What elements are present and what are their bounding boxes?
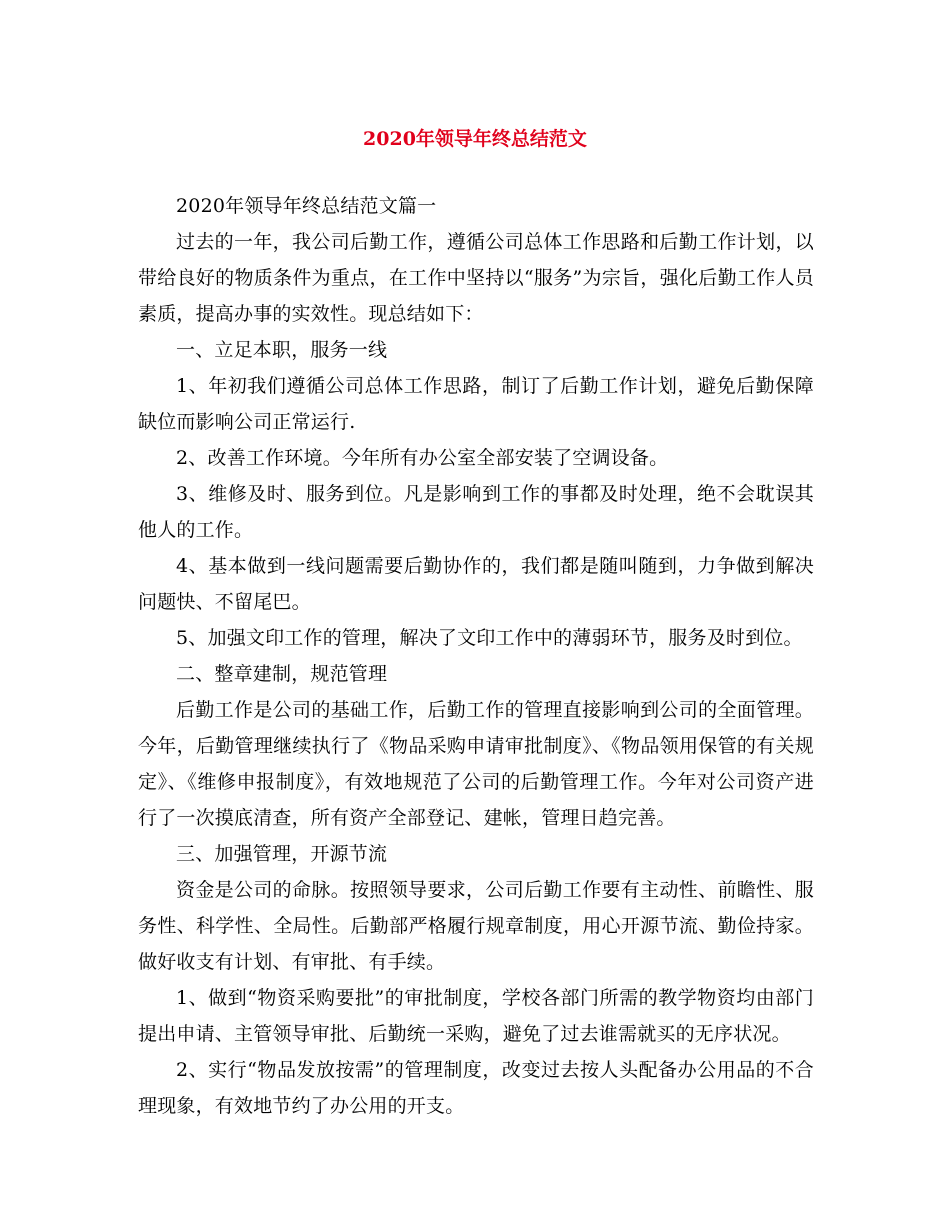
list-item-6: 1、做到“物资采购要批”的审批制度，学校各部门所需的教学物资均由部门提出申请、主管领导审批、后勤统一采购，避免了过去谁需就买的无序状况。 (138, 987, 814, 1045)
section-heading-3: 三、加强管理，开源节流 (176, 843, 388, 865)
intro-paragraph: 过去的一年，我公司后勤工作，遵循公司总体工作思路和后勤工作计划，以带给良好的物质条件为重点，在工作中坚持以“服务”为宗旨，强化后勤工作人员素质，提高办事的实效性。现总结如下： (138, 231, 814, 325)
list-item-2: 2、改善工作环境。今年所有办公室全部安装了空调设备。 (176, 447, 669, 469)
document-body (138, 188, 814, 1124)
document-title: 2020年领导年终总结范文 (363, 128, 587, 150)
funding-paragraph: 资金是公司的命脉。按照领导要求，公司后勤工作要有主动性、前瞻性、服务性、科学性、全局性。后勤部严格履行规章制度，用心开源节流、勤俭持家。做好收支有计划、有审批、有手续。 (138, 879, 814, 973)
section-heading-2: 二、整章建制，规范管理 (176, 663, 388, 685)
management-paragraph: 后勤工作是公司的基础工作，后勤工作的管理直接影响到公司的全面管理。今年，后勤管理继续执行了《物品采购申请审批制度》、《物品领用保管的有关规定》、《维修申报制度》，有效地规范了公司的后勤管理工作。今年对公司资产进行了一次摸底清查，所有资产全部登记、建帐，管理日趋完善。 (138, 699, 814, 829)
subtitle-paragraph: 2020年领导年终总结范文篇一 (176, 195, 437, 217)
list-item-4: 4、基本做到一线问题需要后勤协作的，我们都是随叫随到，力争做到解决问题快、不留尾巴。 (138, 555, 814, 613)
list-item-5: 5、加强文印工作的管理，解决了文印工作中的薄弱环节，服务及时到位。 (176, 627, 803, 649)
list-item-1: 1、年初我们遵循公司总体工作思路，制订了后勤工作计划，避免后勤保障缺位而影响公司正常运行. (138, 375, 814, 433)
section-heading-1: 一、立足本职，服务一线 (176, 339, 388, 361)
list-item-3: 3、维修及时、服务到位。凡是影响到工作的事都及时处理，绝不会耽误其他人的工作。 (138, 483, 814, 541)
list-item-7: 2、实行“物品发放按需”的管理制度，改变过去按人头配备办公用品的不合理现象，有效地节约了办公用的开支。 (138, 1059, 814, 1117)
